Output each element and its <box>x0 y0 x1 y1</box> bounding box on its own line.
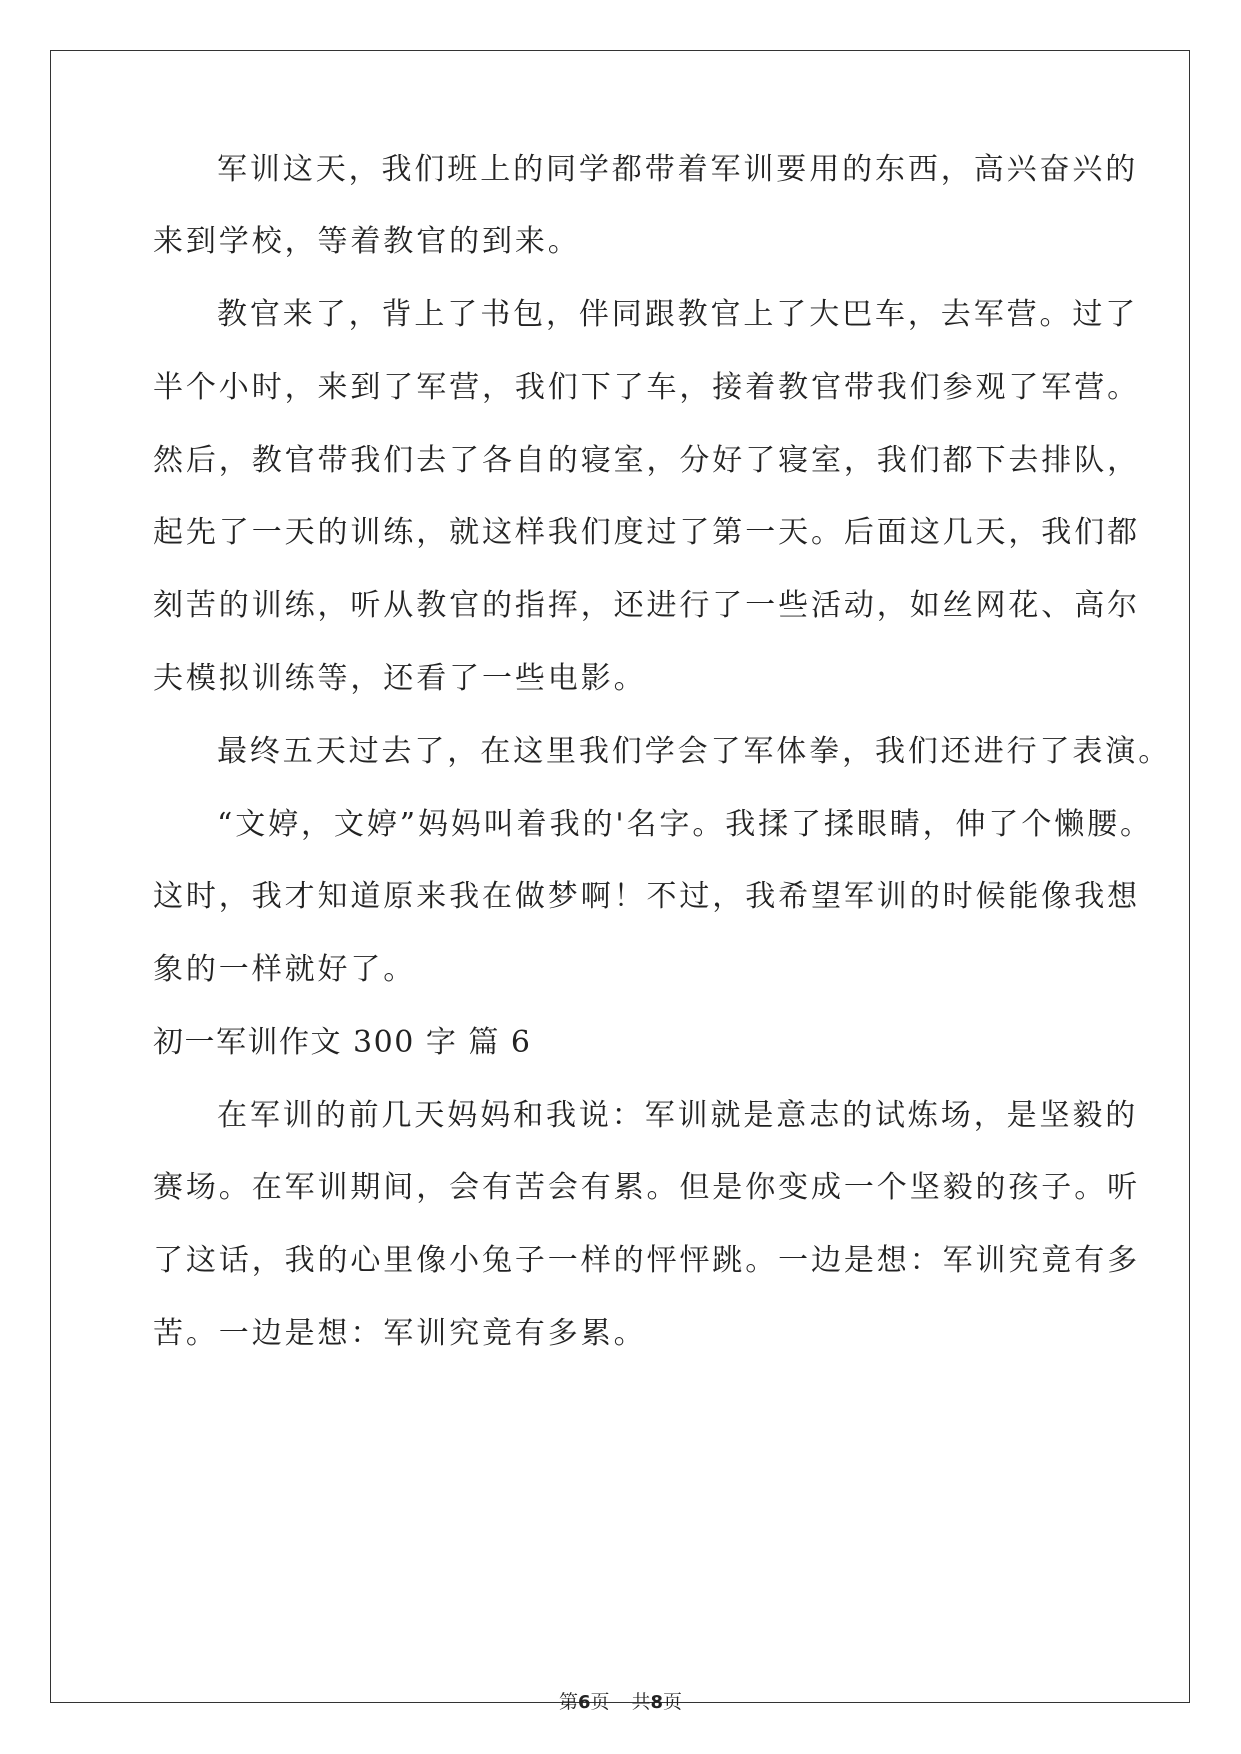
paragraph-2-line-3: 然后，教官带我们去了各自的寝室，分好了寝室，我们都下去排队， <box>153 443 1140 478</box>
paragraph-1-line-1: 军训这天，我们班上的同学都带着军训要用的东西，高兴奋兴的 <box>217 152 1139 187</box>
footer-total-prefix: 共 <box>631 1691 651 1713</box>
total-page-number: 8 <box>650 1692 664 1713</box>
footer-prefix: 第 <box>558 1691 578 1713</box>
paragraph-4-line-3: 象的一样就好了。 <box>153 952 417 987</box>
paragraph-5-line-1: 在军训的前几天妈妈和我说：军训就是意志的试炼场，是坚毅的 <box>217 1098 1139 1133</box>
current-page-number: 6 <box>577 1692 591 1713</box>
paragraph-5-line-3: 了这话，我的心里像小兔子一样的怦怦跳。一边是想：军训究竟有多 <box>153 1243 1140 1278</box>
paragraph-2-line-2: 半个小时，来到了军营，我们下了车，接着教官带我们参观了军营。 <box>153 370 1140 405</box>
paragraph-2-line-5: 刻苦的训练，听从教官的指挥，还进行了一些活动，如丝网花、高尔 <box>153 588 1140 623</box>
paragraph-2-line-4: 起先了一天的训练，就这样我们度过了第一天。后面这几天，我们都 <box>153 515 1140 550</box>
paragraph-4-line-1: “文婷，文婷”妈妈叫着我的'名字。我揉了揉眼睛，伸了个懒腰。 <box>217 807 1153 842</box>
paragraph-5-line-4: 苦。一边是想：军训究竟有多累。 <box>153 1316 647 1351</box>
page-footer <box>0 1690 1241 1715</box>
footer-page-word: 页 <box>590 1691 610 1713</box>
paragraph-4-line-2: 这时，我才知道原来我在做梦啊！不过，我希望军训的时候能像我想 <box>153 879 1140 914</box>
paragraph-2-line-1: 教官来了，背上了书包，伴同跟教官上了大巴车，去军营。过了 <box>217 297 1139 332</box>
footer-total-suffix: 页 <box>663 1691 683 1713</box>
paragraph-2-line-6: 夫模拟训练等，还看了一些电影。 <box>153 661 647 696</box>
paragraph-3-line-1: 最终五天过去了，在这里我们学会了军体拳，我们还进行了表演。 <box>217 734 1172 769</box>
paragraph-5-line-2: 赛场。在军训期间，会有苦会有累。但是你变成一个坚毅的孩子。听 <box>153 1170 1140 1205</box>
section-heading: 初一军训作文 300 字 篇 6 <box>153 1025 532 1060</box>
paragraph-1-line-2: 来到学校，等着教官的到来。 <box>153 224 581 259</box>
